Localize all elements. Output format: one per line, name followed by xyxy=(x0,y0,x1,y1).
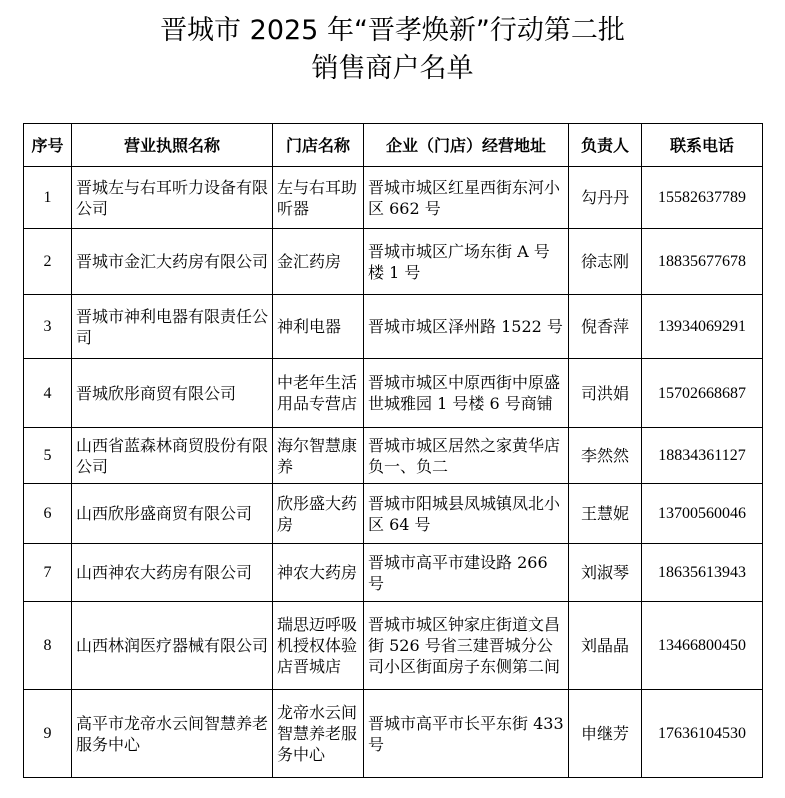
table-row xyxy=(24,428,763,484)
header-phone: 联系电话 xyxy=(642,124,763,167)
license-name: 晋城市金汇大药房有限公司 xyxy=(72,229,273,295)
address: 晋城市高平市建设路 266 号 xyxy=(364,544,569,602)
document-title-line2: 销售商户名单 xyxy=(311,53,474,84)
phone: 17636104530 xyxy=(642,690,763,778)
person: 勾丹丹 xyxy=(569,167,642,229)
store-name: 左与右耳助听器 xyxy=(273,167,364,229)
row-index: 9 xyxy=(24,690,72,778)
license-name: 山西省蓝森林商贸股份有限公司 xyxy=(72,428,273,484)
address: 晋城市高平市长平东街 433 号 xyxy=(364,690,569,778)
row-index: 1 xyxy=(24,167,72,229)
phone: 18835677678 xyxy=(642,229,763,295)
table-row xyxy=(24,167,763,229)
table-row xyxy=(24,690,763,778)
row-index: 6 xyxy=(24,484,72,544)
phone: 18834361127 xyxy=(642,428,763,484)
header-address: 企业（门店）经营地址 xyxy=(364,124,569,167)
phone: 15702668687 xyxy=(642,359,763,428)
license-name: 山西欣彤盛商贸有限公司 xyxy=(72,484,273,544)
address: 晋城市阳城县凤城镇凤北小区 64 号 xyxy=(364,484,569,544)
row-index: 4 xyxy=(24,359,72,428)
table-header-row xyxy=(24,124,763,167)
row-index: 3 xyxy=(24,295,72,359)
document-title-line1: 晋城市 2025 年“晋孝焕新”行动第二批 xyxy=(160,15,625,46)
person: 徐志刚 xyxy=(569,229,642,295)
store-name: 神农大药房 xyxy=(273,544,364,602)
row-index: 5 xyxy=(24,428,72,484)
person: 刘淑琴 xyxy=(569,544,642,602)
merchant-table xyxy=(23,123,763,778)
address: 晋城市城区钟家庄街道文昌街 526 号省三建晋城分公司小区街面房子东侧第二间 xyxy=(364,602,569,690)
row-index: 2 xyxy=(24,229,72,295)
table-row xyxy=(24,484,763,544)
store-name: 欣彤盛大药房 xyxy=(273,484,364,544)
store-name: 中老年生活用品专营店 xyxy=(273,359,364,428)
store-name: 金汇药房 xyxy=(273,229,364,295)
header-store-name: 门店名称 xyxy=(273,124,364,167)
phone: 13466800450 xyxy=(642,602,763,690)
store-name: 瑞思迈呼吸机授权体验店晋城店 xyxy=(273,602,364,690)
license-name: 高平市龙帝水云间智慧养老服务中心 xyxy=(72,690,273,778)
person: 刘晶晶 xyxy=(569,602,642,690)
address: 晋城市城区红星西街东河小区 662 号 xyxy=(364,167,569,229)
address: 晋城市城区广场东街 A 号楼 1 号 xyxy=(364,229,569,295)
phone: 18635613943 xyxy=(642,544,763,602)
address: 晋城市城区居然之家黄华店负一、负二 xyxy=(364,428,569,484)
table-row xyxy=(24,295,763,359)
person: 申继芳 xyxy=(569,690,642,778)
table-row xyxy=(24,229,763,295)
table-row xyxy=(24,359,763,428)
license-name: 山西神农大药房有限公司 xyxy=(72,544,273,602)
license-name: 晋城左与右耳听力设备有限公司 xyxy=(72,167,273,229)
license-name: 晋城欣彤商贸有限公司 xyxy=(72,359,273,428)
table-row xyxy=(24,602,763,690)
table-row xyxy=(24,544,763,602)
store-name: 海尔智慧康养 xyxy=(273,428,364,484)
address: 晋城市城区中原西街中原盛世城雅园 1 号楼 6 号商铺 xyxy=(364,359,569,428)
header-index: 序号 xyxy=(24,124,72,167)
row-index: 8 xyxy=(24,602,72,690)
person: 王慧妮 xyxy=(569,484,642,544)
phone: 13700560046 xyxy=(642,484,763,544)
license-name: 晋城市神利电器有限责任公司 xyxy=(72,295,273,359)
person: 司洪娟 xyxy=(569,359,642,428)
phone: 15582637789 xyxy=(642,167,763,229)
header-person: 负责人 xyxy=(569,124,642,167)
phone: 13934069291 xyxy=(642,295,763,359)
row-index: 7 xyxy=(24,544,72,602)
person: 李然然 xyxy=(569,428,642,484)
store-name: 龙帝水云间智慧养老服务中心 xyxy=(273,690,364,778)
store-name: 神利电器 xyxy=(273,295,364,359)
address: 晋城市城区泽州路 1522 号 xyxy=(364,295,569,359)
person: 倪香萍 xyxy=(569,295,642,359)
license-name: 山西林润医疗器械有限公司 xyxy=(72,602,273,690)
header-license-name: 营业执照名称 xyxy=(72,124,273,167)
